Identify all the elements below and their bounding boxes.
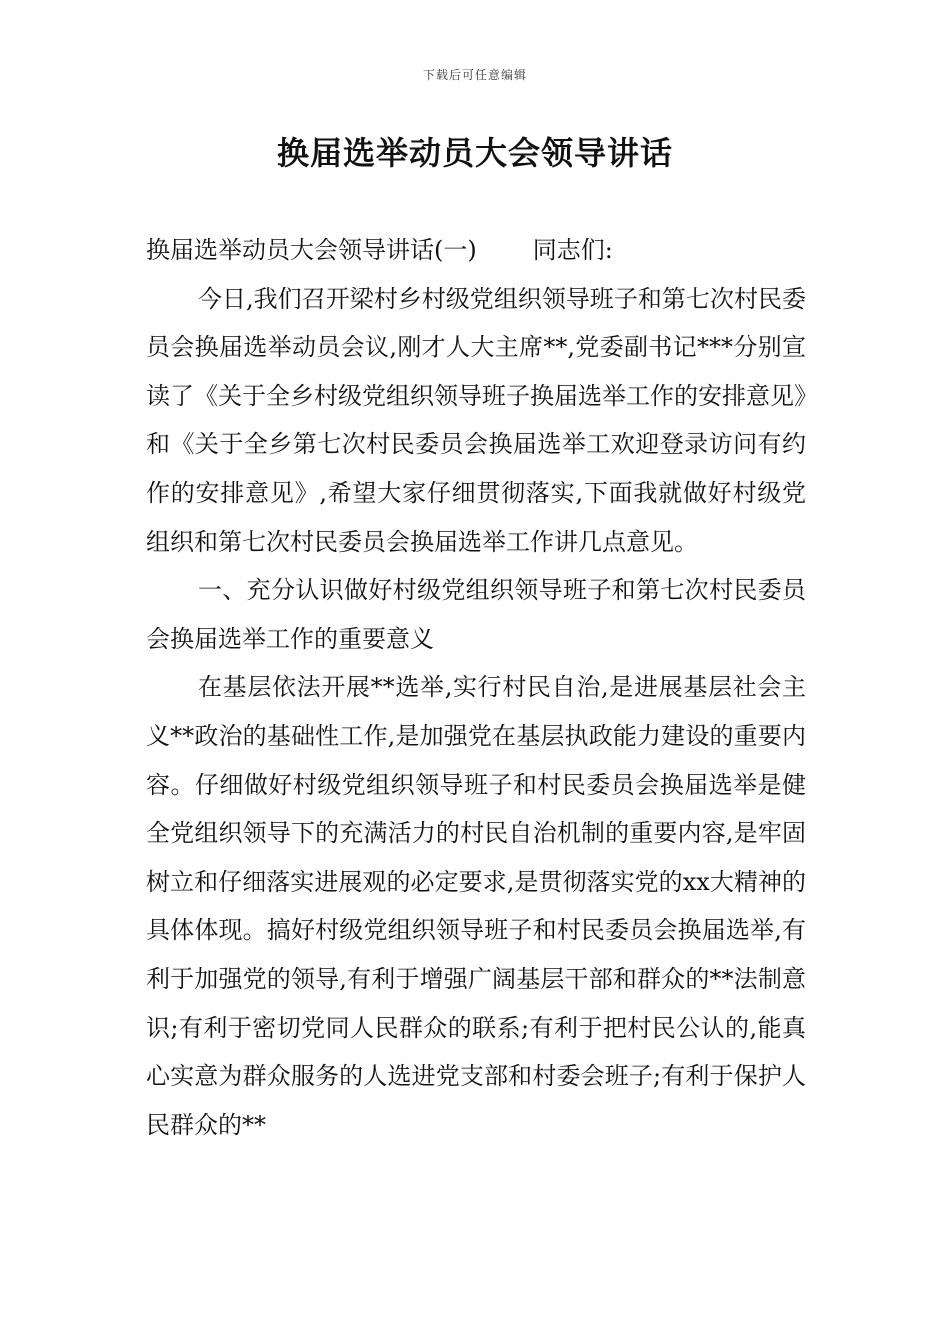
document-title: 换届选举动员大会领导讲话 — [276, 134, 673, 172]
subtitle: 换届选举动员大会领导讲话(一) — [146, 236, 477, 264]
subtitle-line — [146, 226, 806, 275]
paragraph-1: 今日,我们召开梁村乡村级党组织领导班子和第七次村民委员会换届选举动员会议,刚才人大主席**,党委副书记***分别宣读了《关于全乡村级党组织领导班子换届选举工作的安排意见》和《关于全乡第七次村民委员会换届选举工欢迎登录访问有约作的安排意见》,希望大家仔细贯彻落实,下面我就做好村级党组织和第七次村民委员会换届选举工作讲几点意见。 — [146, 284, 806, 556]
greeting: 同志们: — [532, 236, 613, 264]
paragraph-2: 在基层依法开展**选举,实行村民自治,是进展基层社会主义**政治的基础性工作,是加强党在基层执政能力建设的重要内容。仔细做好村级党组织领导班子和村民委员会换届选举是健全党组织领导下的充满活力的村民自治机制的重要内容,是牢固树立和仔细落实进展观的必定要求,是贯彻落实党的xx大精神的具体体现。搞好村级党组织领导班子和村民委员会换届选举,有利于加强党的领导,有利于增强广阔基层干部和群众的**法制意识;有利于密切党同人民群众的联系;有利于把村民公认的,能真心实意为群众服务的人选进党支部和村委会班子;有利于保护人民群众的** — [146, 673, 806, 1139]
document-body — [146, 226, 806, 1149]
section-heading-1: 一、充分认识做好村级党组织领导班子和第七次村民委员会换届选举工作的重要意义 — [146, 576, 806, 653]
header-note: 下载后可任意编辑 — [422, 68, 527, 82]
